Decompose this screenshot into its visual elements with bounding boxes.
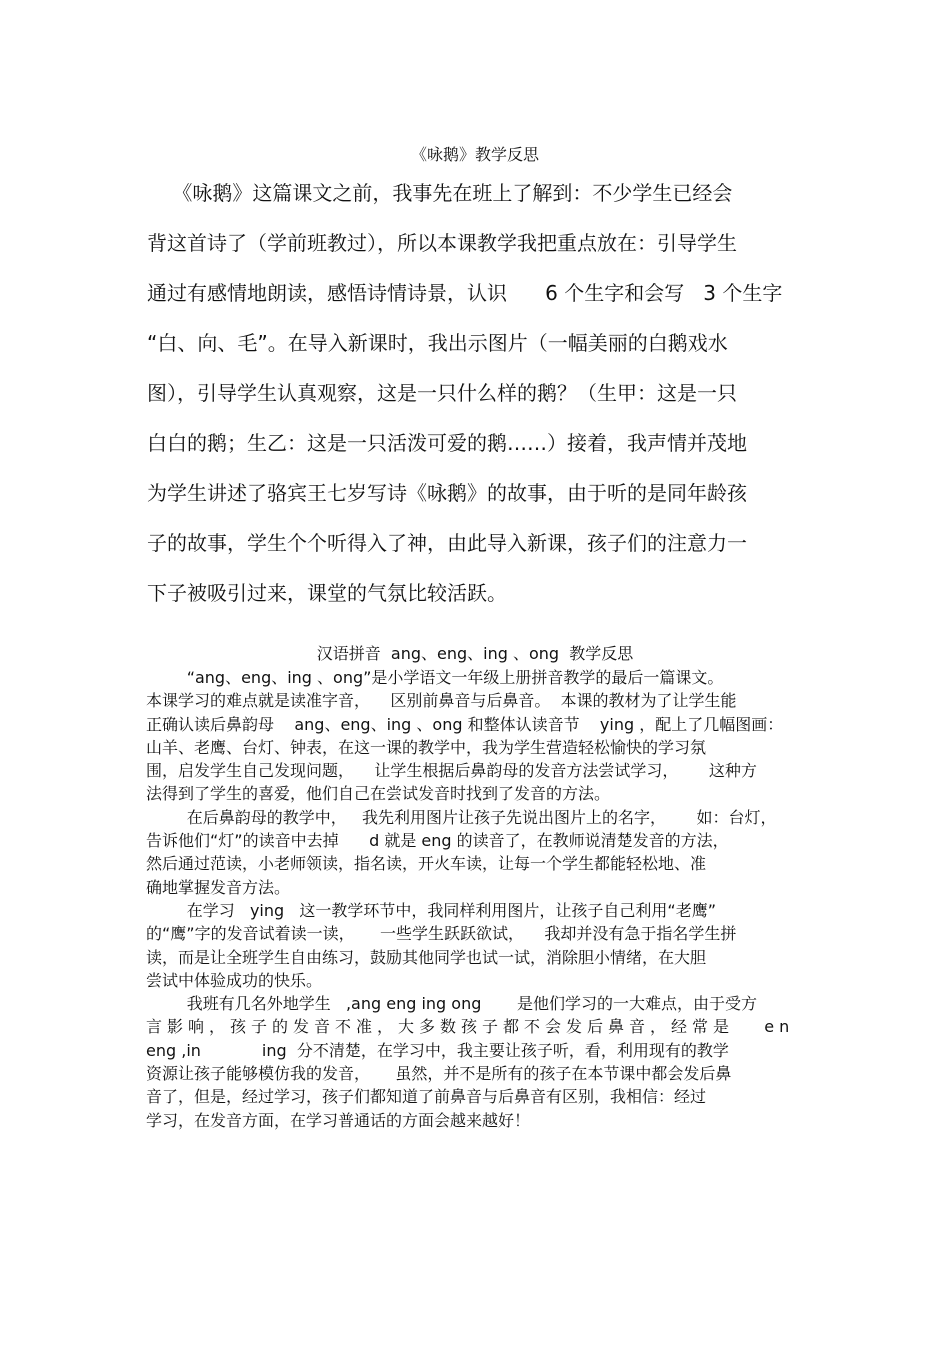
section2-line: 读，而是让全班学生自由练习，鼓励其他同学也试一试，消除胆小情绪，在大胆 [146, 947, 707, 967]
section2-line: 我班有几名外地学生 ,ang eng ing ong 是他们学习的一大难点，由于受方 [146, 994, 757, 1014]
section2-line: 确地掌握发音方法。 [146, 877, 291, 897]
section2-line: 然后通过范读，小老师领读，指名读，开火车读，让每一个学生都能轻松地、准 [146, 854, 707, 874]
section1-line: 背这首诗了（学前班教过），所以本课教学我把重点放在：引导学生 [147, 231, 737, 255]
section1-line: 通过有感情地朗读，感悟诗情诗景，认识 6 个生字和会写 3 个生字 [147, 281, 783, 305]
section2-line: 的“鹰”字的发音试着读一读， 一些学生跃跃欲试， 我却并没有急于指名学生拼 [146, 924, 737, 944]
section2-line: 在学习 ying 这一教学环节中，我同样利用图片，让孩子自己利用“老鹰” [146, 900, 716, 920]
section2-line: eng ,in ing 分不清楚，在学习中，我主要让孩子听，看，利用现有的教学 [146, 1040, 729, 1060]
section1-body [147, 168, 827, 618]
section1-line: 《咏鹅》这篇课文之前，我事先在班上了解到：不少学生已经会 [147, 181, 733, 205]
section2-line: 告诉他们“灯”的读音中去掉 d 就是 eng 的读音了，在教师说清楚发音的方法， [146, 831, 729, 851]
section2-line: 法得到了学生的喜爱，他们自己在尝试发音时找到了发音的方法。 [146, 784, 611, 804]
section2-line: “ang、eng、ing 、ong”是小学语文一年级上册拼音教学的最后一篇课文。 [146, 668, 724, 687]
section1-line: 子的故事，学生个个听得入了神，由此导入新课，孩子们的注意力一 [147, 531, 747, 555]
section2-line: 在后鼻韵母的教学中， 我先利用图片让孩子先说出图片上的名字， 如：台灯， [146, 807, 777, 827]
section1-title: 《咏鹅》教学反思 [410, 145, 539, 164]
section2-line: 资源让孩子能够模仿我的发音， 虽然，并不是所有的孩子在本节课中都会发后鼻 [146, 1064, 732, 1084]
section2-body [146, 666, 826, 1132]
section1-line: 下子被吸引过来，课堂的气氛比较活跃。 [147, 581, 507, 605]
section2-title: 汉语拼音 ang、eng、ing 、ong 教学反思 [316, 644, 634, 663]
section2-line: 本课学习的难点就是读准字音， 区别前鼻音与后鼻音。 本课的教材为了让学生能 [146, 691, 737, 711]
section2-line: 围，启发学生自己发现问题， 让学生根据后鼻韵母的发音方法尝试学习， 这种方 [146, 761, 757, 781]
section2-line: 音了，但是，经过学习，孩子们都知道了前鼻音与后鼻音有区别，我相信：经过 [146, 1087, 707, 1107]
section2-line: 学习，在发音方面，在学习普通话的方面会越来越好！ [146, 1110, 531, 1130]
section2-line: 言影响，孩子的发音不准，大多数孩子都不会发后鼻音，经常是 en [146, 1017, 795, 1037]
section2-line: 正确认读后鼻韵母 ang、eng、ing 、ong 和整体认读音节 ying ，配上了几幅图画： [146, 714, 784, 734]
section1-line: 为学生讲述了骆宾王七岁写诗《咏鹅》的故事，由于听的是同年龄孩 [147, 481, 747, 505]
section1-line: 图），引导学生认真观察，这是一只什么样的鹅？（生甲：这是一只 [147, 381, 737, 405]
section1-line: 白白的鹅；生乙：这是一只活泼可爱的鹅……）接着，我声情并茂地 [147, 431, 747, 455]
section1-line: “白、向、毛”。在导入新课时，我出示图片（一幅美丽的白鹅戏水 [147, 331, 728, 355]
section2-line: 尝试中体验成功的快乐。 [146, 970, 323, 990]
section2-line: 山羊、老鹰、台灯、钟表，在这一课的教学中，我为学生营造轻松愉快的学习氛 [146, 737, 707, 757]
